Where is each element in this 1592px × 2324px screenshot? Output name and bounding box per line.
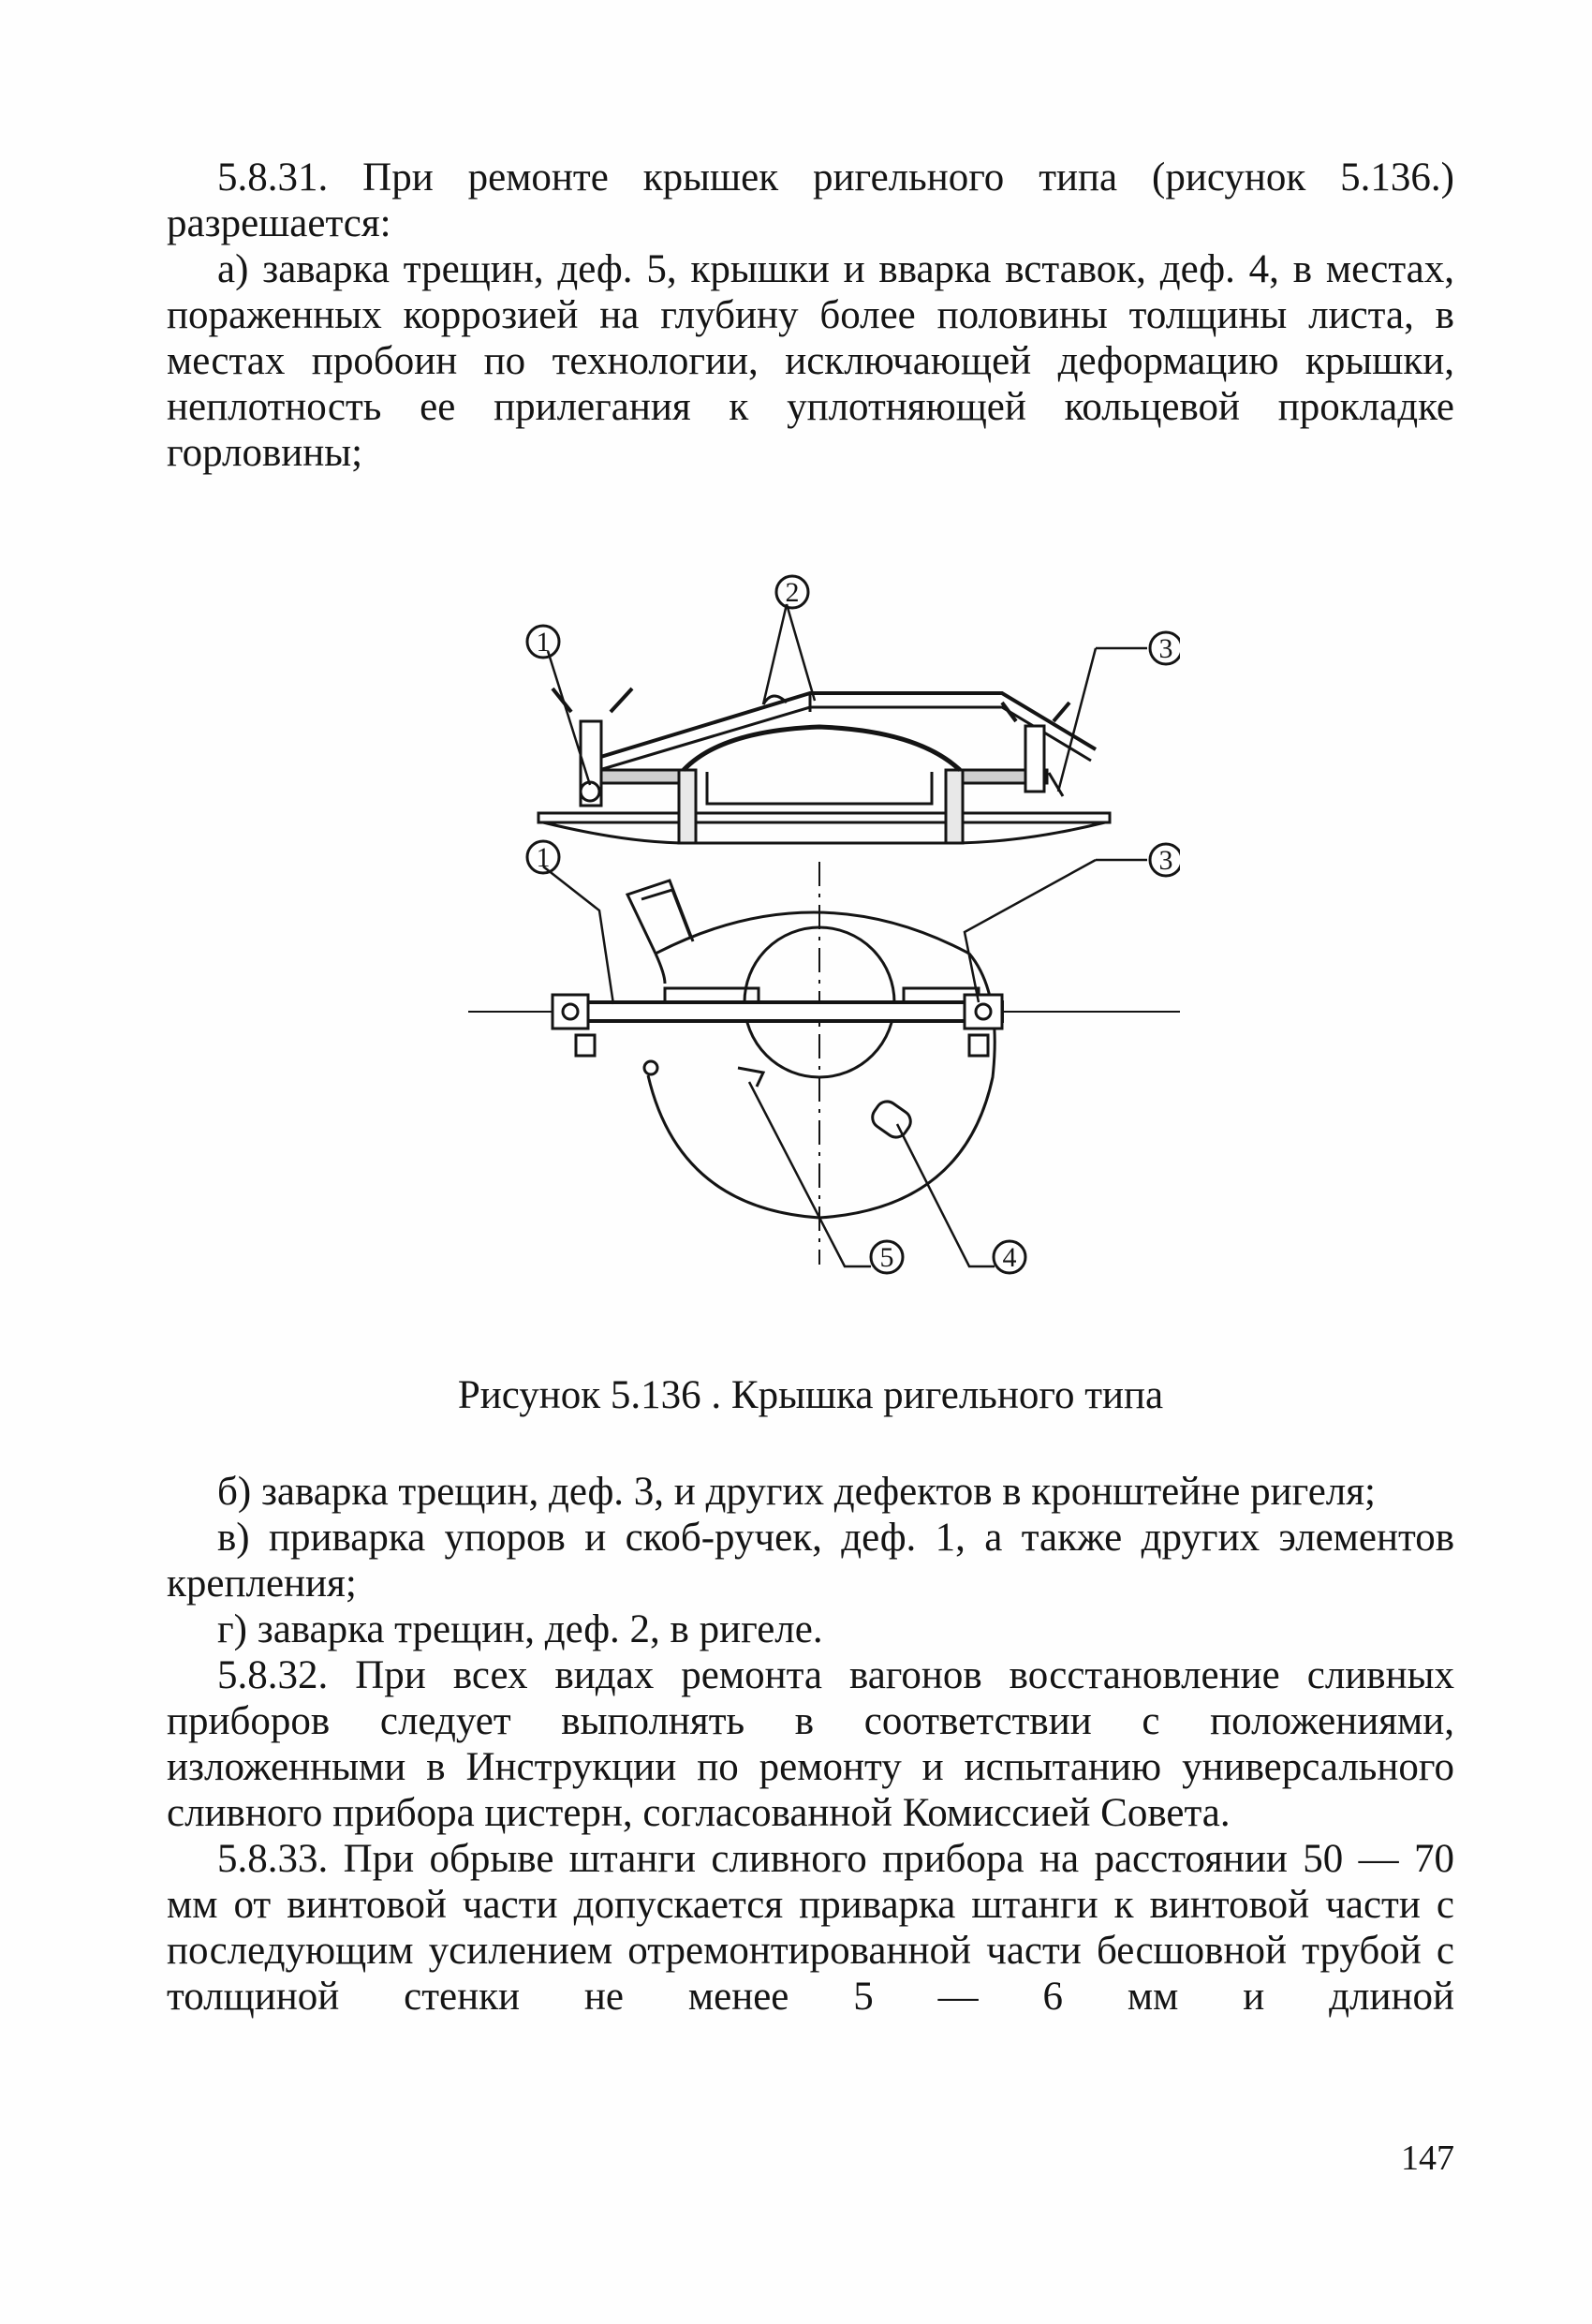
callout-2 — [776, 576, 808, 608]
callout-1-top-label: 1 — [536, 627, 551, 658]
callout-4-label: 4 — [1002, 1242, 1017, 1273]
paragraph-item-b: б) заварка трещин, деф. 3, и других дефектов в кронштейне ригеля; — [217, 1470, 1376, 1514]
paragraph-item-g: г) заварка трещин, деф. 2, в ригеле. — [217, 1607, 823, 1651]
top-text-block — [167, 155, 1454, 476]
callout-1-top — [527, 626, 559, 658]
figure-5-136 — [440, 562, 1180, 1302]
top-leader-lines — [548, 604, 1147, 792]
cover-plan-view — [468, 862, 1180, 1265]
bottom-text-block — [167, 1469, 1454, 2020]
callout-5 — [871, 1241, 903, 1273]
figure-caption: Рисунок 5.136 . Крышка ригельного типа — [457, 1373, 1164, 1417]
callout-1-bottom-label: 1 — [536, 842, 551, 873]
callout-3-top-label: 3 — [1158, 633, 1173, 664]
paragraph-item-v: в) приварка упоров и скоб-ручек, деф. 1, а также других элементов крепления; — [167, 1516, 1454, 1606]
callout-3-bottom-label: 3 — [1158, 845, 1173, 876]
bottom-leader-lines — [543, 860, 1147, 1266]
cover-side-section — [538, 688, 1110, 843]
paragraph-5-8-32: 5.8.32. При всех видах ремонта вагонов восстановление сливных приборов следует выполнять в соответствии с положениями, изложенными в Инструкции по ремонту и испытанию универсального сливного прибора цистерн, согласованной Комиссией Совета. — [167, 1653, 1454, 1835]
callout-1-bottom — [527, 841, 559, 873]
callout-4 — [994, 1241, 1025, 1273]
paragraph-item-a: а) заварка трещин, деф. 5, крышки и вварка вставок, деф. 4, в местах, пораженных коррозией на глубину более половины толщины листа, в местах пробоин по технологии, исключающей деформацию крышки, неплотность ее прилегания к уплотняющей кольцевой прокладке горловины; — [167, 247, 1454, 475]
paragraph-5-8-33: 5.8.33. При обрыве штанги сливного прибора на расстоянии 50 — 70 мм от винтовой части допускается приварка штанги к винтовой части с последующим усилением отремонтированной части бесшовной трубой с толщиной стенки не менее 5 — 6 мм и длиной — [167, 1837, 1454, 2019]
paragraph-5-8-31: 5.8.31. При ремонте крышек ригельного типа (рисунок 5.136.) разрешается: — [167, 155, 1454, 245]
callout-2-label: 2 — [785, 577, 800, 608]
callout-3-bottom — [1150, 844, 1180, 876]
callout-5-label: 5 — [879, 1242, 894, 1273]
page-number: 147 — [1401, 2139, 1454, 2178]
callout-3-top — [1150, 632, 1180, 664]
